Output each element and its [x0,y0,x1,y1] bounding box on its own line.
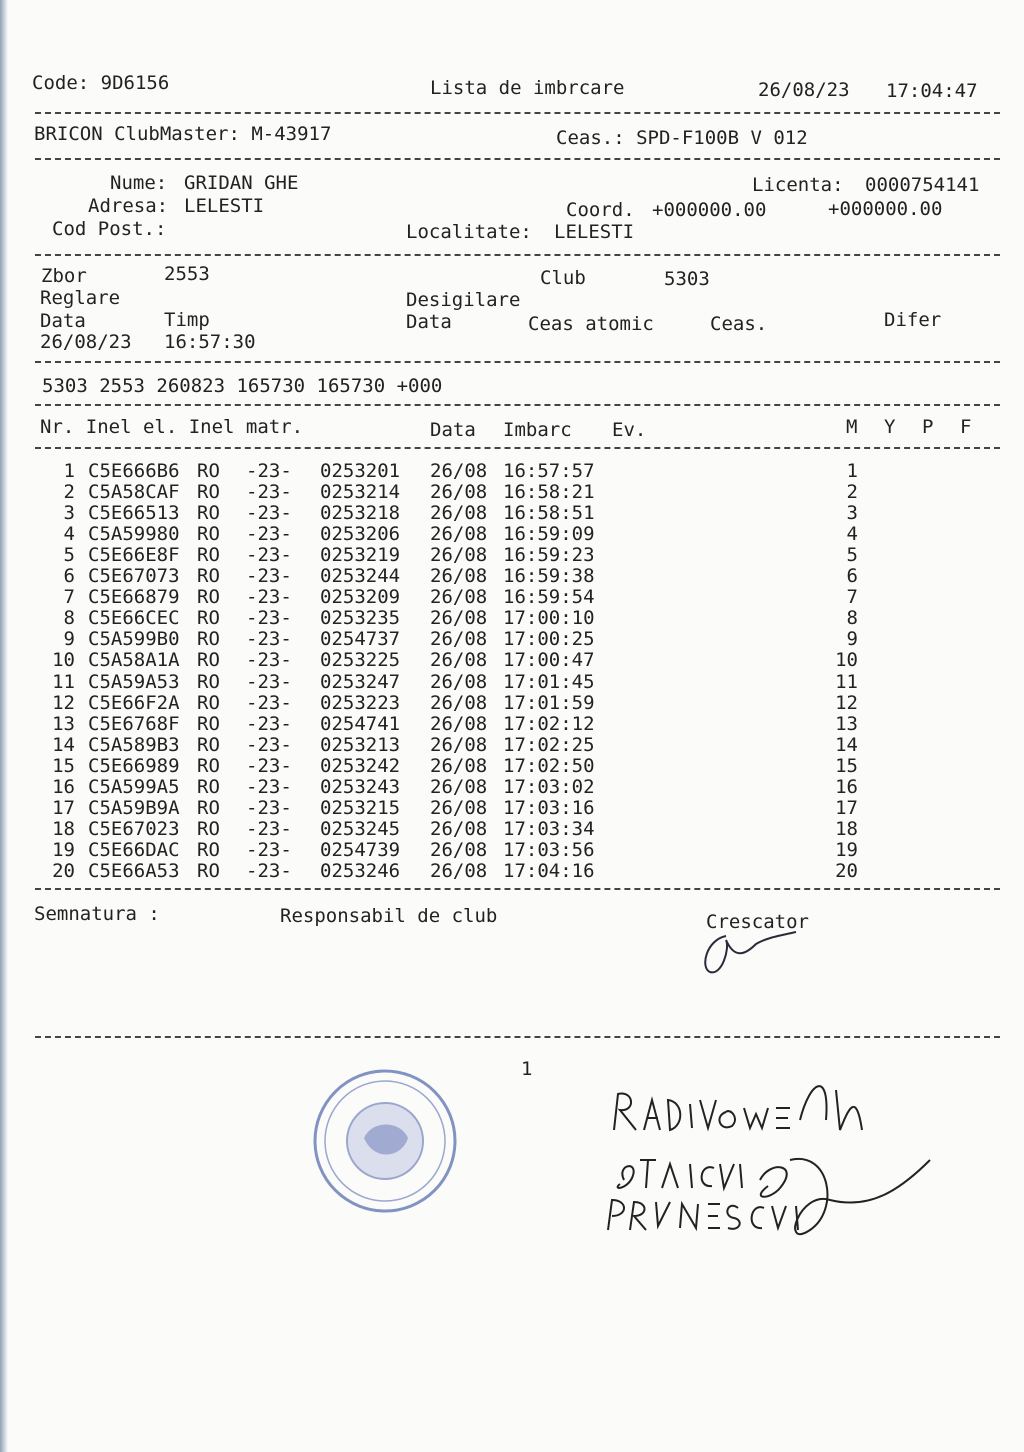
arrival-date: 26/08 [430,502,488,525]
print-date: 26/08/23 [758,79,850,101]
ring-year: -23- [246,565,292,588]
arrival-date: 26/08 [430,649,488,672]
place-m: 13 [835,712,858,735]
ring-year: -23- [246,523,292,546]
arrival-date: 26/08 [430,586,488,609]
license-label: Licenta: [752,174,844,196]
place-m: 3 [846,502,858,525]
electronic-ring: C5E66989 [88,754,180,777]
arrival-time: 17:01:45 [503,670,595,693]
row-number: 9 [63,628,75,651]
divider [35,888,1000,890]
ring-serial: 0253209 [320,586,401,609]
electronic-ring: C5A589B3 [88,733,180,756]
row-number: 17 [52,796,75,819]
arrival-time: 17:02:50 [503,754,595,777]
club-responsible-label: Responsabil de club [280,905,498,927]
owner-address: LELESTI [184,195,265,217]
column-header-rings: Nr. Inel el. Inel matr. [40,416,304,438]
country-code: RO [197,691,220,714]
atomic-clock-label: Ceas atomic [528,313,654,335]
signature-label: Semnatura : [34,903,160,925]
ring-serial: 0253246 [320,859,401,882]
arrival-date: 26/08 [430,628,488,651]
arrival-date: 26/08 [430,691,488,714]
table-row [0,797,1024,818]
arrival-time: 16:59:54 [503,586,595,609]
ring-year: -23- [246,775,292,798]
table-row [0,481,1024,502]
country-code: RO [197,733,220,756]
address-label: Adresa: [88,195,169,217]
electronic-ring: C5A59B9A [88,796,180,819]
country-code: RO [197,523,220,546]
ring-year: -23- [246,481,292,504]
arrival-time: 17:04:16 [503,859,595,882]
divider [35,158,1000,160]
arrival-date: 26/08 [430,796,488,819]
arrival-time: 17:03:34 [503,817,595,840]
place-m: 11 [835,670,858,693]
country-code: RO [197,502,220,525]
ring-serial: 0253247 [320,670,401,693]
clubmaster-id: BRICON ClubMaster: M-43917 [34,123,332,145]
ring-serial: 0253223 [320,691,401,714]
electronic-ring: C5E66CEC [88,607,180,630]
arrival-time: 17:02:12 [503,712,595,735]
committee-signatures [600,1060,940,1260]
arrival-date: 26/08 [430,733,488,756]
place-m: 6 [846,565,858,588]
club-label: Club [540,267,586,289]
breeder-label: Crescator [706,911,809,933]
table-row [0,671,1024,692]
row-number: 19 [52,838,75,861]
country-code: RO [197,607,220,630]
arrival-time: 16:58:51 [503,502,595,525]
arrival-date: 26/08 [430,817,488,840]
ring-year: -23- [246,691,292,714]
arrival-date: 26/08 [430,460,488,482]
arrival-date: 26/08 [430,838,488,861]
ring-serial: 0253215 [320,796,401,819]
breeder-signature [696,918,806,978]
arrival-date: 26/08 [430,775,488,798]
row-number: 1 [63,460,75,482]
arrival-time: 16:59:38 [503,565,595,588]
ring-year: -23- [246,796,292,819]
electronic-ring: C5A59A53 [88,670,180,693]
row-number: 11 [52,670,75,693]
ring-year: -23- [246,460,292,482]
place-m: 15 [835,754,858,777]
unsealing-date-label: Data [406,311,452,333]
row-number: 8 [63,607,75,630]
ring-serial: 0253213 [320,733,401,756]
table-row [0,818,1024,839]
row-number: 12 [52,691,75,714]
place-m: 20 [835,859,858,882]
ring-year: -23- [246,502,292,525]
column-header-date: Data [430,419,476,441]
arrival-date: 26/08 [430,544,488,567]
arrival-date: 26/08 [430,607,488,630]
code-line: 5303 2553 260823 165730 165730 +000 [42,375,443,397]
ring-serial: 0253214 [320,481,401,504]
arrival-date: 26/08 [430,523,488,546]
row-number: 2 [63,481,75,504]
table-row [0,692,1024,713]
table-row [0,776,1024,797]
electronic-ring: C5A59980 [88,523,180,546]
coord-label: Coord. [566,199,635,221]
country-code: RO [197,628,220,651]
ring-year: -23- [246,649,292,672]
row-number: 13 [52,712,75,735]
row-number: 5 [63,544,75,567]
table-row [0,755,1024,776]
electronic-ring: C5E66513 [88,502,180,525]
place-m: 10 [835,649,858,672]
table-row [0,544,1024,565]
country-code: RO [197,838,220,861]
arrival-date: 26/08 [430,670,488,693]
arrival-time: 17:03:56 [503,838,595,861]
country-code: RO [197,754,220,777]
place-m: 18 [835,817,858,840]
print-time: 17:04:47 [886,80,978,102]
country-code: RO [197,460,220,482]
table-row [0,502,1024,523]
column-header-ev: Ev. [612,419,647,441]
divider [35,1036,1000,1038]
document-code: Code: 9D6156 [32,72,170,94]
row-number: 16 [52,775,75,798]
row-number: 20 [52,859,75,882]
arrival-date: 26/08 [430,754,488,777]
row-number: 7 [63,586,75,609]
place-m: 9 [846,628,858,651]
name-label: Nume: [110,172,168,194]
country-code: RO [197,796,220,819]
divider [35,254,1000,256]
place-m: 17 [835,796,858,819]
ring-serial: 0253201 [320,460,401,482]
locality: LELESTI [554,221,635,243]
electronic-ring: C5E6768F [88,712,180,735]
arrival-time: 16:58:21 [503,481,595,504]
electronic-ring: C5E66A53 [88,859,180,882]
column-header-p: P [922,416,934,438]
place-m: 1 [846,460,858,482]
ring-year: -23- [246,754,292,777]
ring-serial: 0253244 [320,565,401,588]
arrival-date: 26/08 [430,565,488,588]
place-m: 14 [835,733,858,756]
table-row [0,565,1024,586]
arrival-time: 16:59:09 [503,523,595,546]
ring-year: -23- [246,544,292,567]
ring-serial: 0254737 [320,628,401,651]
arrival-date: 26/08 [430,859,488,882]
country-code: RO [197,859,220,882]
row-number: 15 [52,754,75,777]
electronic-ring: C5E67073 [88,565,180,588]
arrival-time: 17:00:47 [503,649,595,672]
table-row [0,607,1024,628]
ring-serial: 0253245 [320,817,401,840]
ring-serial: 0253225 [320,649,401,672]
country-code: RO [197,481,220,504]
electronic-ring: C5A599B0 [88,628,180,651]
unsealing-label: Desigilare [406,289,521,311]
row-number: 10 [52,649,75,672]
electronic-ring: C5E66F2A [88,691,180,714]
electronic-ring: C5E67023 [88,817,180,840]
document-title: Lista de imbrcare [430,77,625,99]
ring-year: -23- [246,817,292,840]
column-header-y: Y [884,416,896,438]
ring-year: -23- [246,586,292,609]
ring-year: -23- [246,859,292,882]
table-row [0,734,1024,755]
electronic-ring: C5A599A5 [88,775,180,798]
arrival-time: 17:01:59 [503,691,595,714]
row-number: 3 [63,502,75,525]
setting-label: Reglare [40,287,121,309]
row-number: 6 [63,565,75,588]
place-m: 19 [835,838,858,861]
country-code: RO [197,670,220,693]
place-m: 2 [846,481,858,504]
ring-year: -23- [246,838,292,861]
page-number: 1 [521,1058,533,1080]
owner-name: GRIDAN GHE [184,172,299,194]
date-label: Data [40,310,86,332]
place-m: 7 [846,586,858,609]
column-header-f: F [960,416,972,438]
row-number: 4 [63,523,75,546]
place-m: 12 [835,691,858,714]
country-code: RO [197,775,220,798]
clock-label: Ceas. [710,313,768,335]
divider [35,112,1000,114]
arrival-time: 16:59:23 [503,544,595,567]
ring-year: -23- [246,712,292,735]
table-row [0,860,1024,881]
column-header-m: M [846,416,858,438]
electronic-ring: C5A58A1A [88,649,180,672]
table-row [0,523,1024,544]
flight-label: Zbor [41,265,87,287]
country-code: RO [197,544,220,567]
country-code: RO [197,586,220,609]
country-code: RO [197,565,220,588]
arrival-time: 17:02:25 [503,733,595,756]
postal-code-label: Cod Post.: [52,218,167,240]
ring-serial: 0253206 [320,523,401,546]
electronic-ring: C5E66E8F [88,544,180,567]
arrival-date: 26/08 [430,712,488,735]
ring-year: -23- [246,733,292,756]
coord-y: +000000.00 [828,198,943,220]
table-row [0,586,1024,607]
column-header-arrival: Imbarc [503,419,572,441]
place-m: 5 [846,544,858,567]
electronic-ring: C5E66879 [88,586,180,609]
club-stamp [312,1068,458,1214]
country-code: RO [197,712,220,735]
table-row [0,649,1024,670]
electronic-ring: C5A58CAF [88,481,180,504]
arrival-time: 16:57:57 [503,460,595,482]
difference-label: Difer [884,309,942,331]
time-label: Timp [164,309,210,331]
coord-x: +000000.00 [652,199,767,221]
row-number: 14 [52,733,75,756]
clock-model: Ceas.: SPD-F100B V 012 [556,127,808,149]
place-m: 4 [846,523,858,546]
arrival-time: 17:00:25 [503,628,595,651]
arrival-date: 26/08 [430,481,488,504]
ring-serial: 0253219 [320,544,401,567]
ring-serial: 0254741 [320,712,401,735]
arrival-time: 17:03:02 [503,775,595,798]
ring-serial: 0253218 [320,502,401,525]
table-row [0,628,1024,649]
country-code: RO [197,649,220,672]
electronic-ring: C5E666B6 [88,460,180,482]
ring-serial: 0253235 [320,607,401,630]
ring-year: -23- [246,607,292,630]
table-row [0,713,1024,734]
table-row [0,460,1024,481]
electronic-ring: C5E66DAC [88,838,180,861]
country-code: RO [197,817,220,840]
ring-serial: 0253242 [320,754,401,777]
club-number: 5303 [664,268,710,290]
ring-year: -23- [246,670,292,693]
divider [35,404,1000,406]
divider [35,361,1000,363]
flight-number: 2553 [164,263,210,285]
ring-serial: 0254739 [320,838,401,861]
arrival-time: 17:03:16 [503,796,595,819]
locality-label: Localitate: [406,221,532,243]
table-row [0,839,1024,860]
ring-serial: 0253243 [320,775,401,798]
row-number: 18 [52,817,75,840]
place-m: 16 [835,775,858,798]
arrival-time: 17:00:10 [503,607,595,630]
place-m: 8 [846,607,858,630]
license-number: 0000754141 [865,174,980,196]
setting-time: 16:57:30 [164,331,256,353]
ring-year: -23- [246,628,292,651]
divider [35,447,1000,449]
setting-date: 26/08/23 [40,331,132,353]
